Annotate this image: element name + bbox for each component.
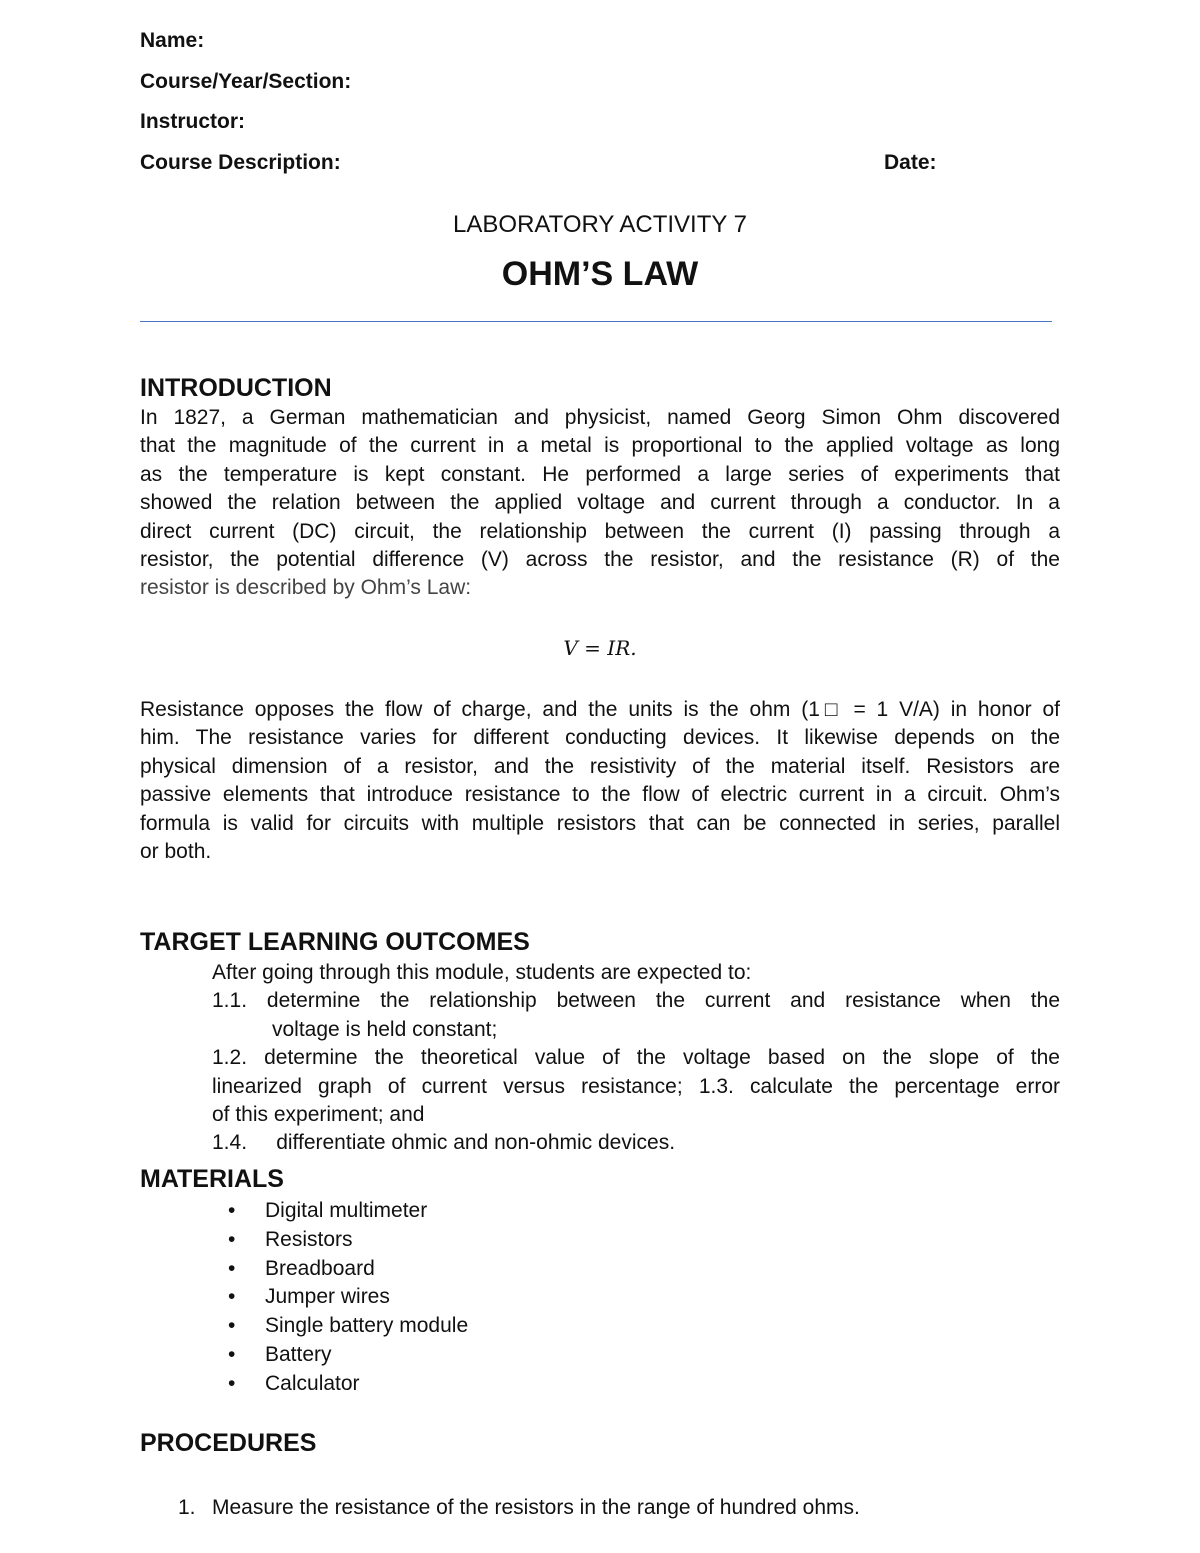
list-item — [228, 1341, 468, 1370]
course-description-label: Course Description: — [140, 151, 341, 174]
outcomes-intro: After going through this module, students are expected to: — [212, 961, 752, 984]
page-title: OHM’S LAW — [501, 255, 699, 293]
bullet: • — [228, 1371, 236, 1395]
course-year-section-label: Course/Year/Section: — [140, 70, 352, 93]
bullet: • — [228, 1285, 236, 1309]
intro-line: resistor, the potential difference (V) across the resistor, and the resistance (R) of the — [140, 548, 1060, 572]
materials-heading: MATERIALS — [140, 1165, 284, 1193]
intro-line: or both. — [140, 840, 212, 864]
outcome-line: 1.2. determine the theoretical value of the voltage based on the slope of the — [212, 1046, 1060, 1070]
intro-line: that the magnitude of the current in a metal is proportional to the applied voltage as long — [140, 434, 1060, 458]
intro-line: passive elements that introduce resistance to the flow of electric current in a circuit. Ohm’s — [140, 783, 1060, 807]
material-name: Jumper wires — [265, 1285, 390, 1309]
intro-line: showed the relation between the applied voltage and current through a conductor. In a — [140, 491, 1060, 515]
name-label: Name: — [140, 29, 205, 52]
title-divider — [140, 321, 1052, 322]
step-number: 1. — [178, 1496, 196, 1519]
material-name: Resistors — [265, 1227, 353, 1251]
outcome-line: of this experiment; and — [212, 1103, 425, 1127]
outcome-line: voltage is held constant; — [272, 1017, 498, 1041]
material-name: Single battery module — [265, 1314, 469, 1338]
intro-line: In 1827, a German mathematician and physicist, named Georg Simon Ohm discovered — [140, 406, 1060, 429]
procedure-step — [178, 1494, 860, 1522]
instructor-label: Instructor: — [140, 110, 245, 133]
bullet: • — [228, 1199, 236, 1222]
intro-line: resistor is described by Ohm’s Law: — [140, 576, 472, 600]
date-label: Date: — [884, 151, 937, 174]
list-item — [228, 1255, 468, 1284]
material-name: Digital multimeter — [265, 1199, 428, 1222]
step-text: Measure the resistance of the resistors in the range of hundred ohms. — [212, 1496, 860, 1519]
intro-line: him. The resistance varies for different conducting devices. It likewise depends on the — [140, 726, 1060, 750]
intro-line: as the temperature is kept constant. He performed a large series of experiments that — [140, 462, 1060, 486]
outcome-line: 1.1. determine the relationship between the current and resistance when the — [212, 989, 1060, 1013]
introduction-paragraph-1 — [140, 404, 1060, 603]
materials-list — [228, 1197, 468, 1399]
bullet: • — [228, 1256, 236, 1280]
bullet: • — [228, 1227, 236, 1251]
ohms-law-equation: V = IR. — [563, 636, 637, 660]
list-item — [228, 1226, 468, 1255]
intro-line: formula is valid for circuits with multiple resistors that can be connected in series, parallel — [140, 811, 1060, 835]
list-item — [228, 1370, 468, 1399]
bullet: • — [228, 1314, 236, 1338]
activity-number-title: LABORATORY ACTIVITY 7 — [453, 211, 747, 238]
outcomes-list — [212, 959, 1060, 1158]
intro-line: Resistance opposes the flow of charge, and the units is the ohm (1□ = 1 V/A) in honor of — [140, 698, 1060, 721]
intro-line: direct current (DC) circuit, the relationship between the current (I) passing through a — [140, 519, 1060, 543]
list-item — [228, 1312, 468, 1341]
intro-line: physical dimension of a resistor, and the resistivity of the material itself. Resistors are — [140, 754, 1060, 778]
list-item — [228, 1283, 468, 1312]
outcome-line: 1.4. differentiate ohmic and non-ohmic devices. — [212, 1131, 676, 1155]
material-name: Battery — [265, 1342, 332, 1366]
procedures-heading: PROCEDURES — [140, 1429, 317, 1457]
outcome-line: linearized graph of current versus resistance; 1.3. calculate the percentage error — [212, 1074, 1060, 1098]
bullet: • — [228, 1342, 236, 1366]
introduction-heading: INTRODUCTION — [140, 374, 332, 402]
outcomes-heading: TARGET LEARNING OUTCOMES — [140, 928, 530, 956]
material-name: Calculator — [265, 1371, 360, 1395]
material-name: Breadboard — [265, 1256, 375, 1280]
introduction-paragraph-2 — [140, 696, 1060, 866]
list-item — [228, 1197, 468, 1226]
